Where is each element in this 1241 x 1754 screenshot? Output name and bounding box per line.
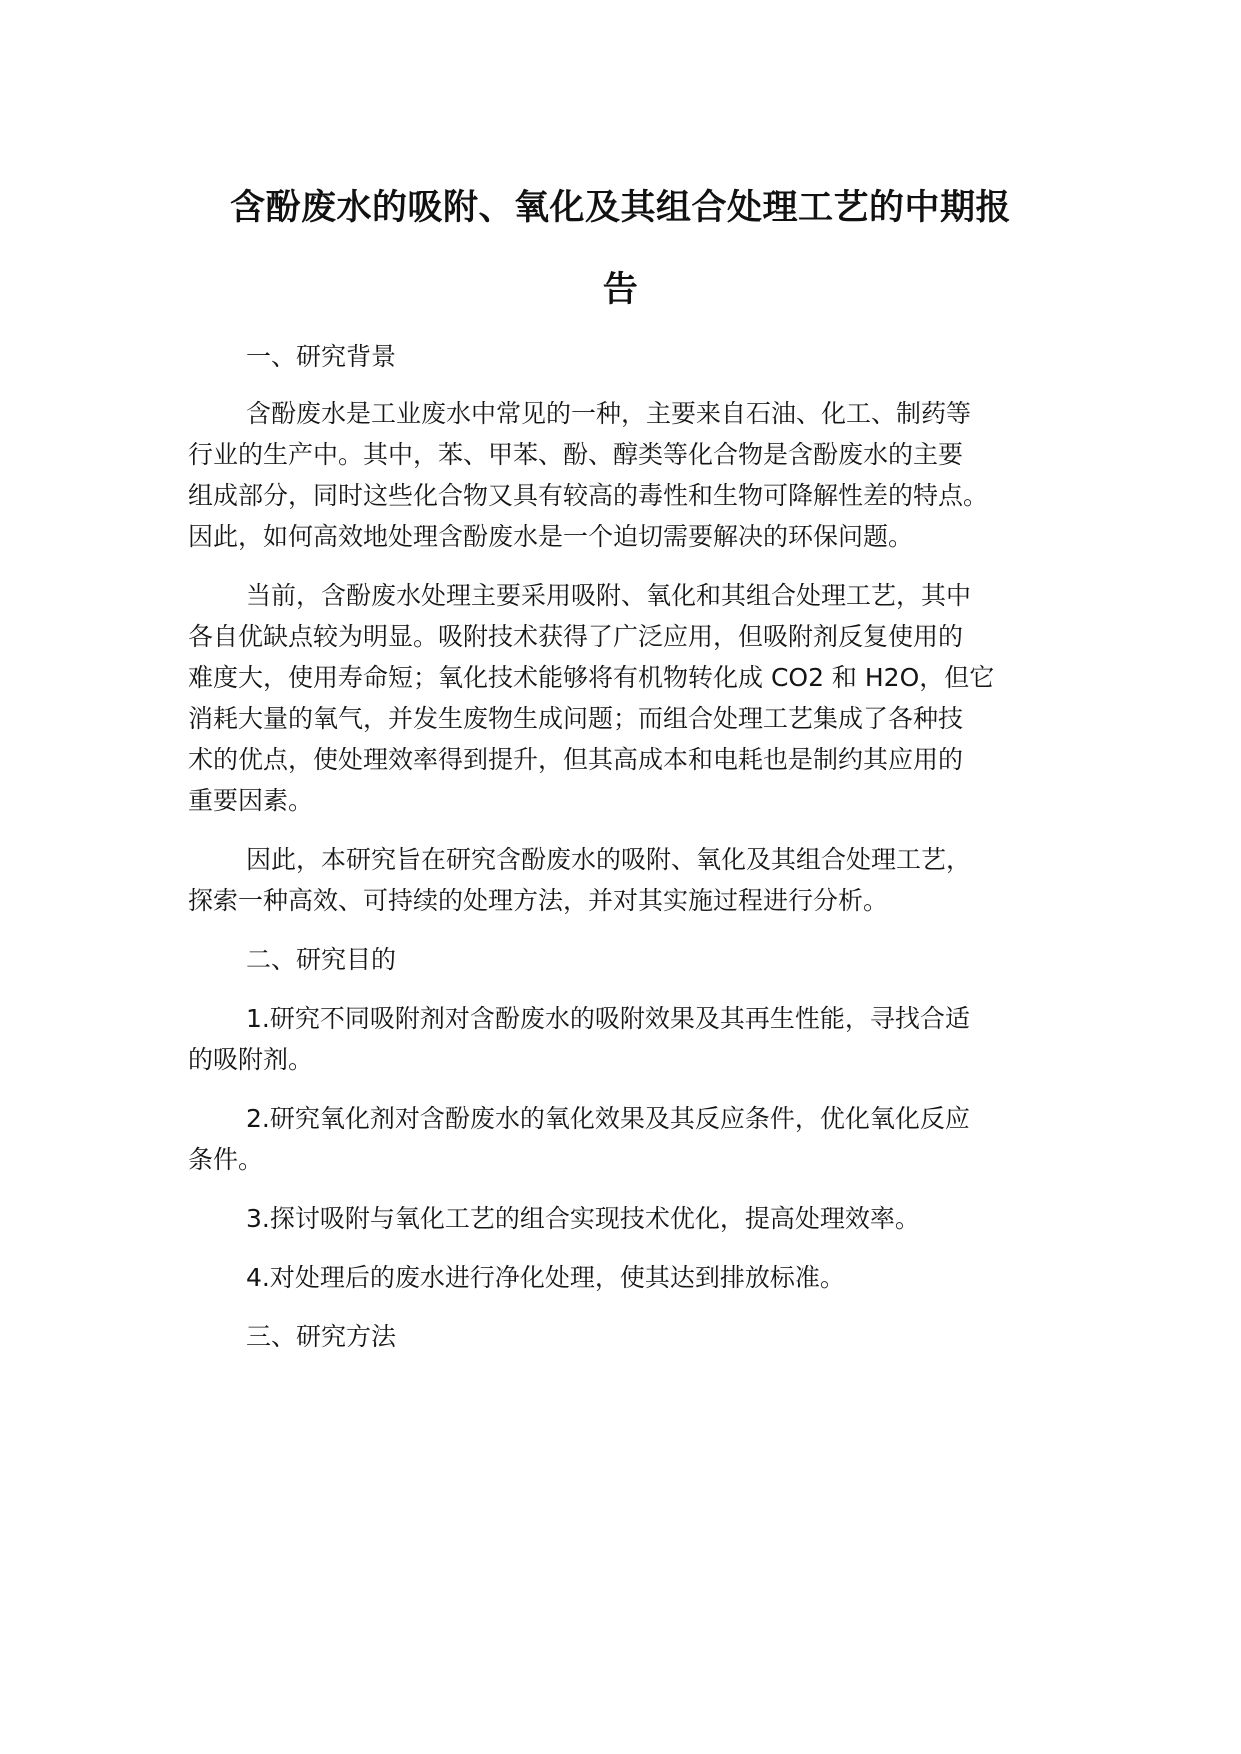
paragraph-line: 消耗大量的氧气，并发生废物生成问题；而组合处理工艺集成了各种技 xyxy=(188,704,964,733)
paragraph-line: 含酚废水是工业废水中常见的一种，主要来自石油、化工、制药等 xyxy=(246,399,972,428)
section-heading-background: 一、研究背景 xyxy=(246,342,397,371)
paragraph-line: 当前，含酚废水处理主要采用吸附、氧化和其组合处理工艺，其中 xyxy=(246,581,972,610)
list-item-line: 3.探讨吸附与氧化工艺的组合实现技术优化，提高处理效率。 xyxy=(246,1204,920,1233)
paragraph-line: 行业的生产中。其中，苯、甲苯、酚、醇类等化合物是含酚废水的主要 xyxy=(188,440,964,469)
list-item-line: 的吸附剂。 xyxy=(188,1045,314,1074)
paragraph-line: 组成部分，同时这些化合物又具有较高的毒性和生物可降解性差的特点。 xyxy=(188,481,989,510)
paragraph-line: 因此，本研究旨在研究含酚废水的吸附、氧化及其组合处理工艺， xyxy=(246,845,972,874)
document-title-line-1: 含酚废水的吸附、氧化及其组合处理工艺的中期报 xyxy=(229,188,1011,228)
paragraph-line: 因此，如何高效地处理含酚废水是一个迫切需要解决的环保问题。 xyxy=(188,522,914,551)
paragraph-line: 各自优缺点较为明显。吸附技术获得了广泛应用，但吸附剂反复使用的 xyxy=(188,622,964,651)
document-title-line-2: 告 xyxy=(602,270,639,310)
paragraph-line: 术的优点，使处理效率得到提升，但其高成本和电耗也是制约其应用的 xyxy=(188,745,964,774)
list-item-line: 4.对处理后的废水进行净化处理，使其达到排放标准。 xyxy=(246,1263,845,1292)
list-item-line: 2.研究氧化剂对含酚废水的氧化效果及其反应条件，优化氧化反应 xyxy=(246,1104,970,1133)
list-item-line: 1.研究不同吸附剂对含酚废水的吸附效果及其再生性能，寻找合适 xyxy=(246,1004,970,1033)
list-item-line: 条件。 xyxy=(188,1145,264,1174)
paragraph-line: 探索一种高效、可持续的处理方法，并对其实施过程进行分析。 xyxy=(188,886,889,915)
section-heading-methods: 三、研究方法 xyxy=(246,1322,397,1351)
paragraph-line: 重要因素。 xyxy=(188,786,314,815)
paragraph-line: 难度大，使用寿命短；氧化技术能够将有机物转化成 CO2 和 H2O，但它 xyxy=(188,663,995,692)
section-heading-objectives: 二、研究目的 xyxy=(246,945,397,974)
